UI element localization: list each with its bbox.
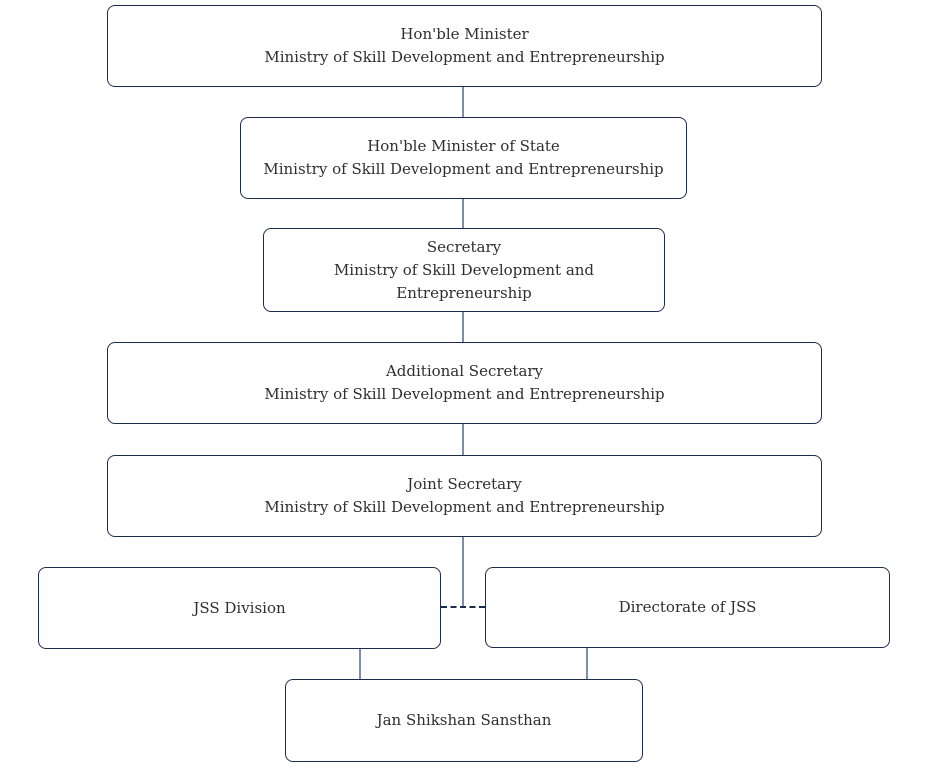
org-node-directorate-of-jss bbox=[485, 567, 890, 648]
node-title: Jan Shikshan Sansthan bbox=[376, 711, 552, 729]
org-node-minister bbox=[107, 5, 822, 87]
connector-additional-secretary-to-joint-secretary bbox=[462, 423, 464, 456]
connector-jss-division-to-jan-shikshan-sansthan bbox=[359, 648, 361, 680]
org-node-jss-division bbox=[38, 567, 441, 649]
connector-secretary-to-additional-secretary bbox=[462, 311, 464, 343]
node-subtitle: Ministry of Skill Development and Entrepreneurship bbox=[264, 385, 665, 403]
node-subtitle: Ministry of Skill Development and Entrepreneurship bbox=[264, 48, 665, 66]
node-subtitle: Ministry of Skill Development and Entrepreneurship bbox=[333, 260, 595, 302]
connector-dashed-jss-division-to-directorate bbox=[441, 606, 485, 608]
connector-joint-secretary-down bbox=[462, 536, 464, 608]
org-node-jan-shikshan-sansthan bbox=[285, 679, 643, 762]
connector-directorate-to-jan-shikshan-sansthan bbox=[586, 647, 588, 680]
node-title: Directorate of JSS bbox=[618, 598, 757, 616]
node-subtitle: Ministry of Skill Development and Entrepreneurship bbox=[263, 160, 664, 178]
connector-minister-of-state-to-secretary bbox=[462, 198, 464, 229]
node-title: Hon'ble Minister of State bbox=[367, 137, 560, 155]
node-subtitle: Ministry of Skill Development and Entrepreneurship bbox=[264, 498, 665, 516]
node-title: JSS Division bbox=[193, 598, 286, 617]
org-node-additional-secretary bbox=[107, 342, 822, 424]
node-title: Joint Secretary bbox=[407, 475, 522, 493]
org-node-secretary bbox=[263, 228, 665, 312]
connector-minister-to-minister-of-state bbox=[462, 87, 464, 118]
node-title: Hon'ble Minister bbox=[400, 25, 529, 43]
node-title: Secretary bbox=[426, 237, 502, 256]
org-node-minister-of-state bbox=[240, 117, 687, 199]
node-title: Additional Secretary bbox=[385, 362, 544, 380]
org-node-joint-secretary bbox=[107, 455, 822, 537]
